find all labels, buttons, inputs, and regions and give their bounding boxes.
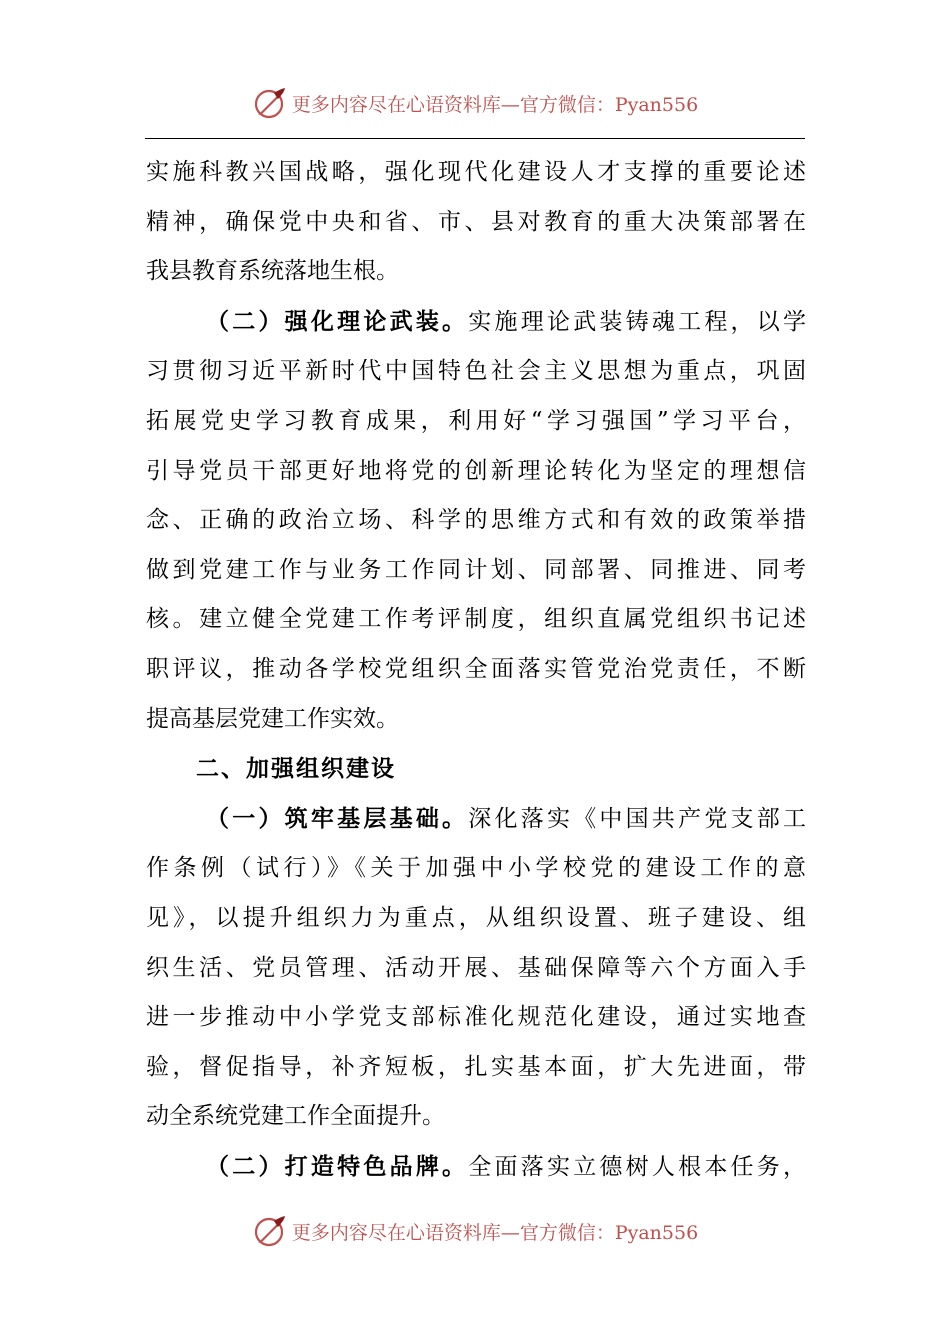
text-line: 进一步推动中小学党支部标准化规范化建设，通过实地查: [146, 1004, 806, 1031]
text-line: 作条例（试行）》《关于加强中小学校党的建设工作的意: [146, 855, 806, 882]
footer-watermark: [0, 1211, 950, 1251]
text-fragment: 实施理论武装铸魂工程，以学: [468, 308, 807, 335]
text-line: 实施科教兴国战略，强化现代化建设人才支撑的重要论述: [146, 159, 806, 185]
text-line: 织生活、党员管理、活动开展、基础保障等六个方面入手: [146, 954, 806, 981]
quill-logo-icon: [252, 1213, 288, 1249]
text-line: 拓展党史学习教育成果，利用好“学习强国”学习平台，: [146, 407, 806, 434]
quill-logo-icon: [252, 85, 288, 121]
text-line: 职评议，推动各学校党组织全面落实管党治党责任，不断: [146, 655, 806, 682]
paragraph-2: [146, 297, 806, 744]
text-line: [146, 1142, 806, 1193]
text-line: 我县教育系统落地生根。: [146, 258, 399, 285]
text-line: 动全系统党建工作全面提升。: [146, 1103, 445, 1130]
text-fragment: 深化落实《中国共产党支部工: [468, 805, 807, 832]
text-fragment: 全面落实立德树人根本任务，: [468, 1153, 807, 1180]
text-line: [146, 297, 806, 348]
text-line: 见》，以提升组织力为重点，从组织设置、班子建设、组: [146, 904, 806, 931]
text-line: 精神，确保党中央和省、市、县对教育的重大决策部署在: [146, 208, 806, 235]
paragraph-lead: （一）筑牢基层基础。: [206, 804, 469, 832]
watermark-text: 更多内容尽在心语资料库—官方微信：Pyan556: [291, 93, 699, 116]
text-line: 做到党建工作与业务工作同计划、同部署、同推进、同考: [146, 556, 806, 583]
text-line: 提高基层党建工作实效。: [146, 705, 399, 732]
text-line: 核。建立健全党建工作考评制度，组织直属党组织书记述: [146, 606, 806, 633]
paragraph-lead: （二）打造特色品牌。: [206, 1152, 469, 1180]
header-watermark: [0, 83, 950, 123]
paragraph-1: [146, 148, 806, 297]
text-line: 念、正确的政治立场、科学的思维方式和有效的政策举措: [146, 507, 806, 534]
text-line: 验，督促指导，补齐短板，扎实基本面，扩大先进面，带: [146, 1053, 806, 1080]
paragraph-3: [146, 794, 806, 1142]
watermark-text: 更多内容尽在心语资料库—官方微信：Pyan556: [291, 1221, 699, 1244]
text-line: [146, 794, 806, 845]
text-line: 引导党员干部更好地将党的创新理论转化为坚定的理想信: [146, 457, 806, 484]
paragraph-4: [146, 1142, 806, 1193]
text-line: 习贯彻习近平新时代中国特色社会主义思想为重点，巩固: [146, 358, 806, 385]
section-heading: 二、加强组织建设: [196, 755, 396, 783]
document-body: [146, 148, 806, 1192]
paragraph-lead: （二）强化理论武装。: [206, 307, 469, 335]
header-rule: [145, 138, 805, 139]
